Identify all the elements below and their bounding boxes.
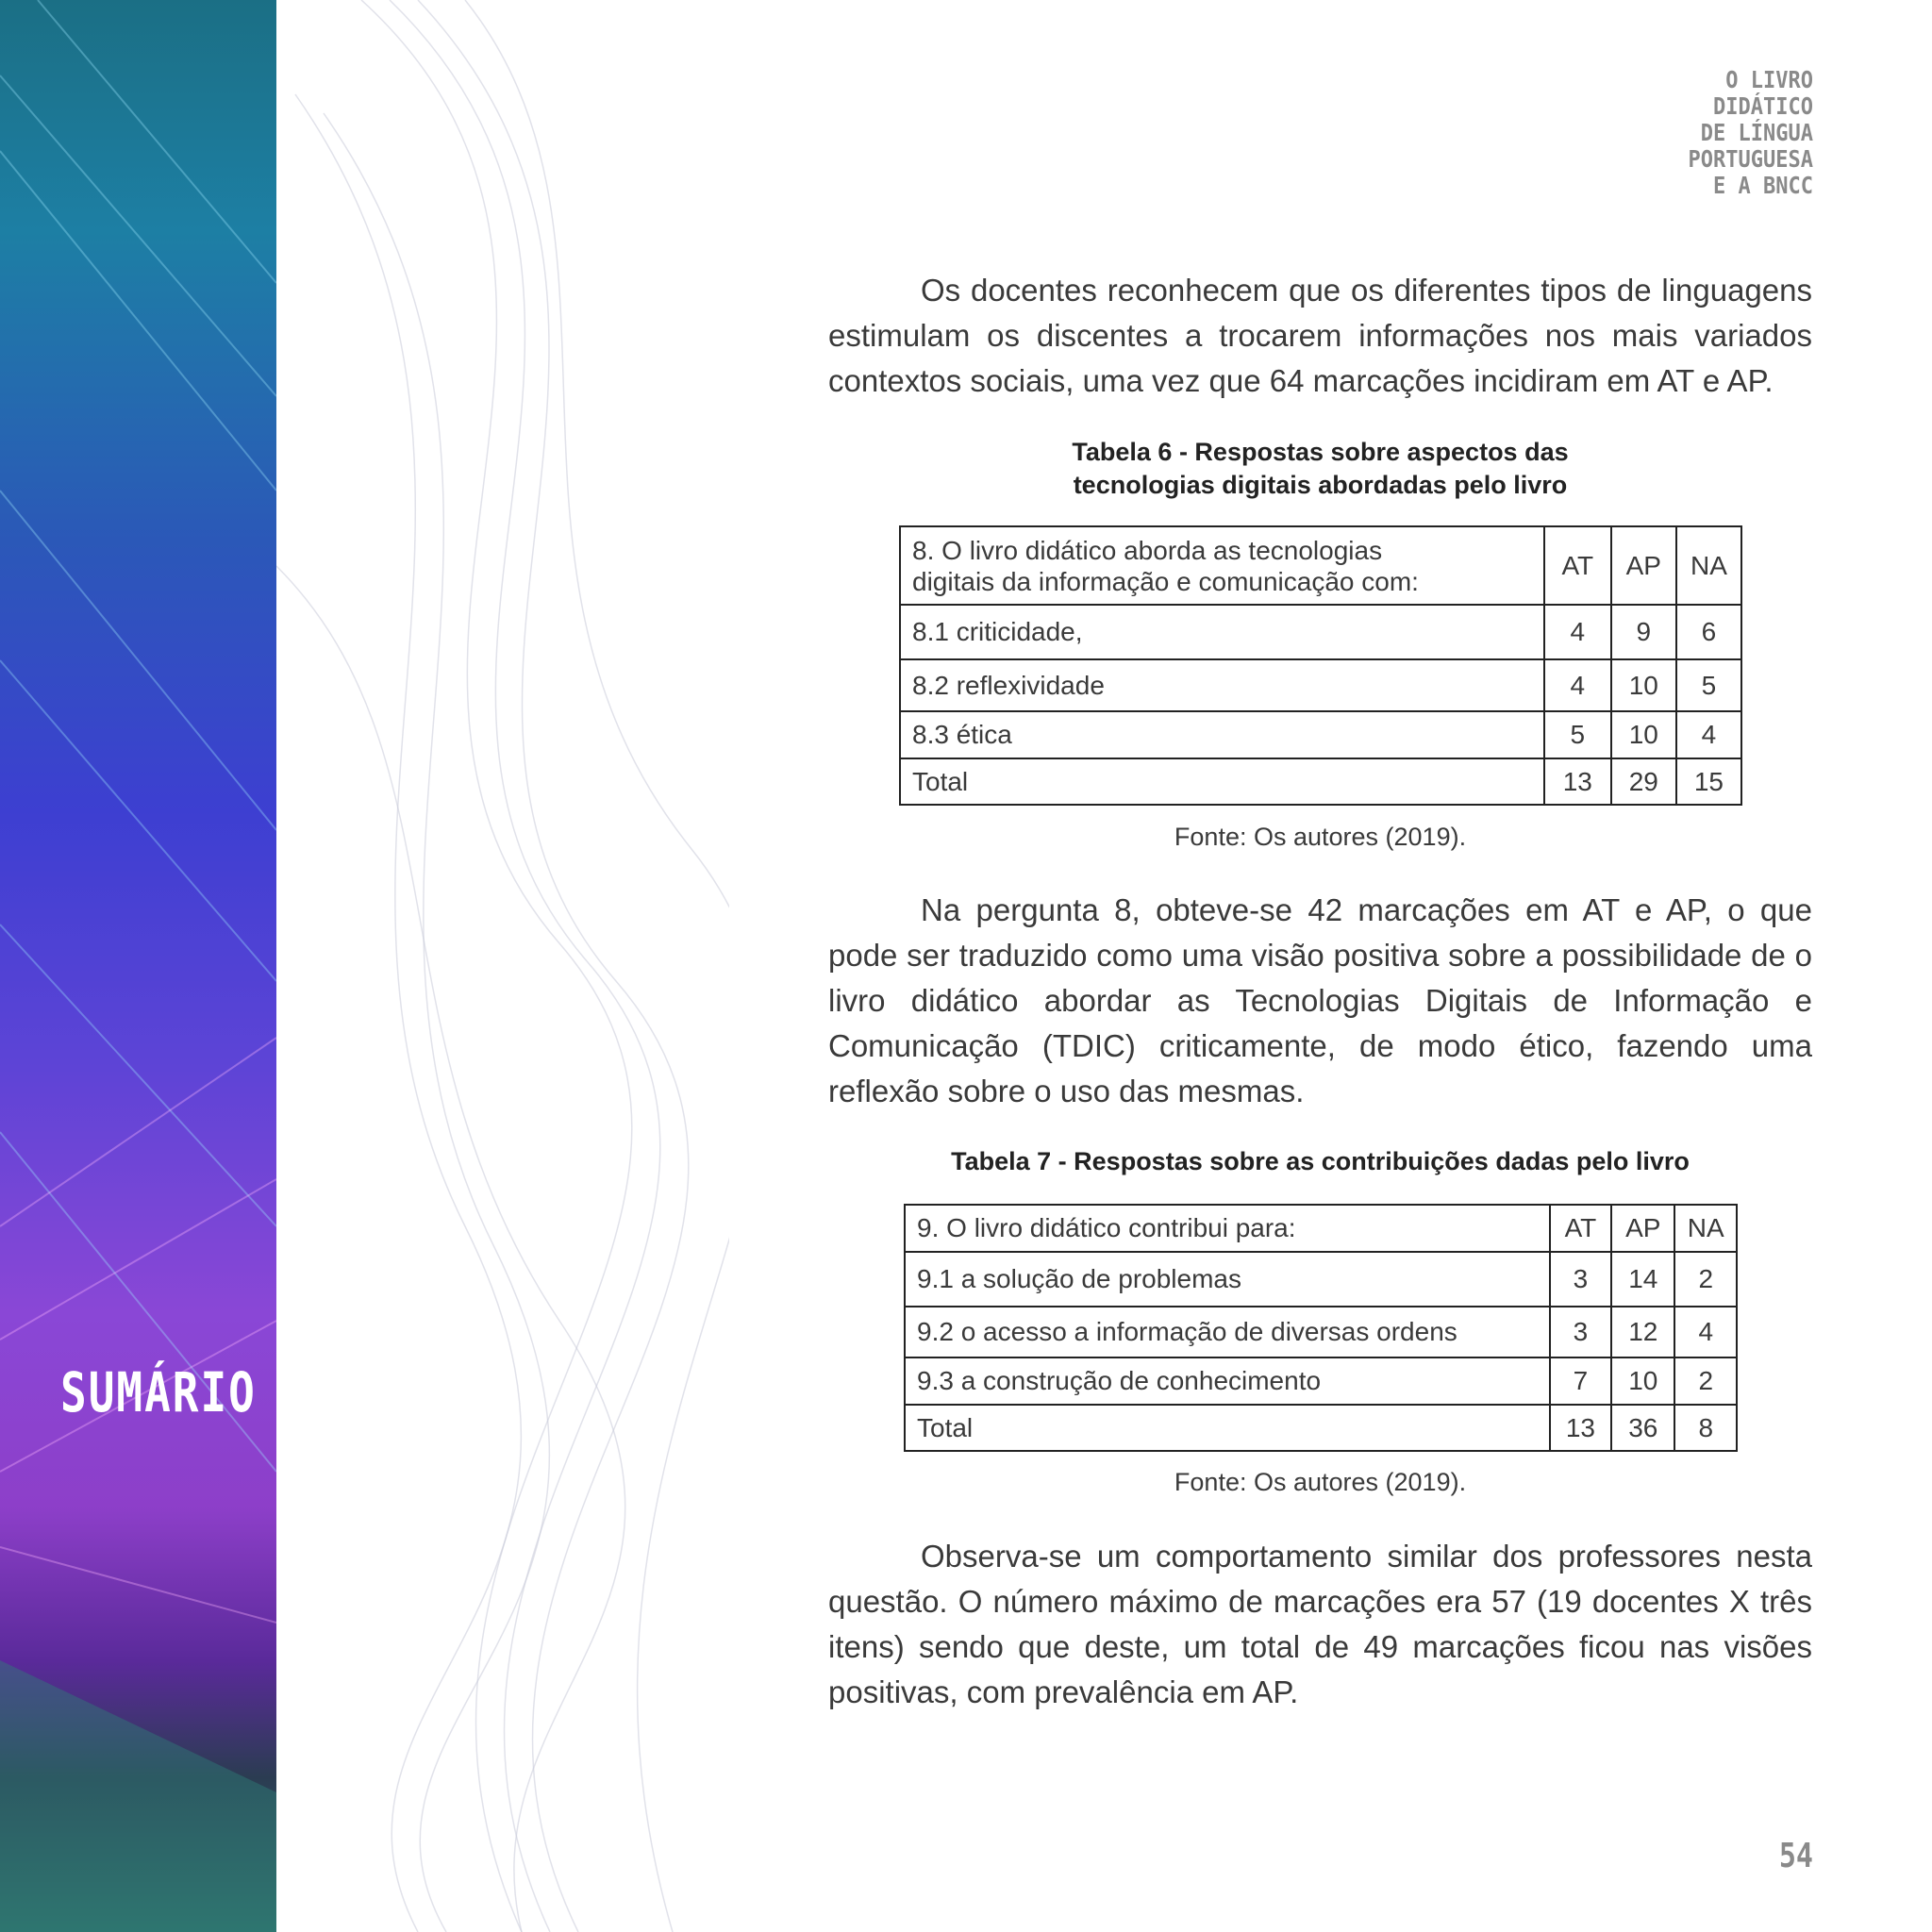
cell-na: 5 [1676,659,1741,711]
row-label: 8.1 criticidade, [900,605,1544,659]
table-header-row [905,1205,1737,1252]
row-label: 8.3 ética [900,711,1544,758]
page-number: 54 [1778,1836,1813,1876]
book-title-line: DIDÁTICO [1713,93,1813,121]
cell-ap: 36 [1611,1405,1674,1451]
decorative-swirls [276,0,729,1932]
col-header-na: NA [1676,526,1741,605]
cell-ap: 12 [1611,1307,1674,1357]
table6-question-line: digitais da informação e comunicação com: [912,566,1419,596]
table7-question-cell: 9. O livro didático contribui para: [905,1205,1550,1252]
col-header-ap: AP [1611,526,1676,605]
cell-ap: 9 [1611,605,1676,659]
table-row [900,711,1741,758]
table-row [905,1357,1737,1405]
paragraph-1: Os docentes reconhecem que os diferentes tipos de linguagens estimulam os discentes a trocarem informações nos mais variados contextos sociais, uma vez que 64 marcações incidiram em AT e AP. [828,273,1812,398]
book-title-line: PORTUGUESA [1688,146,1813,174]
table6-caption-line: tecnologias digitais abordadas pelo livro [1073,471,1568,499]
table-7 [904,1204,1738,1452]
table6-question-line: 8. O livro didático aborda as tecnologias [912,535,1383,565]
sumario-link[interactable]: SUMÁRIO [60,1360,257,1424]
cell-at: 7 [1550,1357,1611,1405]
cell-na: 15 [1676,758,1741,805]
table-row [905,1307,1737,1357]
table-row [900,605,1741,659]
cell-ap: 14 [1611,1252,1674,1307]
cell-na: 2 [1674,1357,1737,1405]
cell-ap: 10 [1611,659,1676,711]
table6-question-cell [900,526,1544,605]
cell-na: 4 [1676,711,1741,758]
cell-ap: 29 [1611,758,1676,805]
cell-na: 6 [1676,605,1741,659]
book-title-line: O LIVRO [1725,67,1813,94]
cell-na: 4 [1674,1307,1737,1357]
cell-at: 4 [1544,605,1611,659]
sidebar-light-streaks [0,0,276,1932]
table-row [900,659,1741,711]
cell-at: 3 [1550,1252,1611,1307]
table-total-row [905,1405,1737,1451]
paragraph-3: Observa-se um comportamento similar dos professores nesta questão. O número máximo de marcações era 57 (19 docentes X três itens) sendo que deste, um total de 49 marcações ficou nas visões positivas, com prevalência em AP. [828,1539,1812,1709]
row-label: Total [900,758,1544,805]
table-6 [899,525,1742,806]
col-header-na: NA [1674,1205,1737,1252]
cell-at: 13 [1544,758,1611,805]
cell-at: 3 [1550,1307,1611,1357]
cell-ap: 10 [1611,1357,1674,1405]
row-label: 9.2 o acesso a informação de diversas ordens [905,1307,1550,1357]
table-header-row [900,526,1741,605]
book-title-line: E A BNCC [1713,173,1813,200]
row-label: 8.2 reflexividade [900,659,1544,711]
cell-na: 8 [1674,1405,1737,1451]
cell-na: 2 [1674,1252,1737,1307]
table6-caption-line: Tabela 6 - Respostas sobre aspectos das [1072,438,1569,466]
cell-ap: 10 [1611,711,1676,758]
row-label: 9.3 a construção de conhecimento [905,1357,1550,1405]
row-label: 9.1 a solução de problemas [905,1252,1550,1307]
table7-caption: Tabela 7 - Respostas sobre as contribuições dadas pelo livro [951,1147,1690,1175]
cell-at: 13 [1550,1405,1611,1451]
paragraph-2: Na pergunta 8, obteve-se 42 marcações em AT e AP, o que pode ser traduzido como uma visão positiva sobre a possibilidade de o livro didático abordar as Tecnologias Digitais de Informação e Comunicação (TDIC) criticamente, de modo ético, fazendo uma reflexão sobre o uso das mesmas. [828,892,1812,1108]
table-row [905,1252,1737,1307]
row-label: Total [905,1405,1550,1451]
table-total-row [900,758,1741,805]
table6-source: Fonte: Os autores (2019). [1174,823,1467,851]
col-header-at: AT [1544,526,1611,605]
cell-at: 4 [1544,659,1611,711]
cell-at: 5 [1544,711,1611,758]
col-header-ap: AP [1611,1205,1674,1252]
book-title [1530,66,1813,198]
col-header-at: AT [1550,1205,1611,1252]
book-title-line: DE LÍNGUA [1700,120,1813,147]
table7-source: Fonte: Os autores (2019). [1174,1468,1467,1496]
table6-caption [828,436,1812,502]
sidebar-band [0,0,276,1932]
